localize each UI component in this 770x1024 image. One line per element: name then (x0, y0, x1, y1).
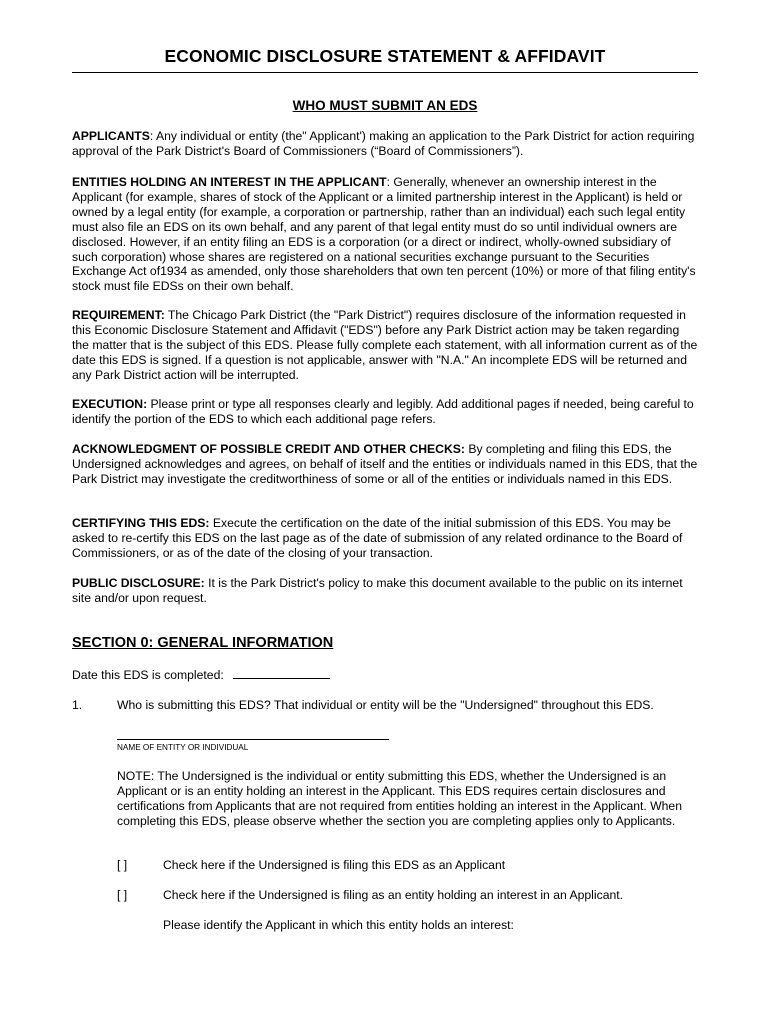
paragraph-text: Generally, whenever an ownership interest in the Applicant (for example, shares of stock of the Applicant or a limited partnership interest in the Applicant) is held or owned by a legal entity (for example, a corporation or partnership, rather than an individual) each such legal entity must also file an EDS on its own behalf, and any parent of that legal entity must do so until individual owners are disclosed. However, if an entity filing an EDS is a corporation (or a direct or indirect, wholly-owned subsidiary of such corporation) whose shares are registered on a national securities exchange pursuant to the Securities Exchange Act of1934 as amended, only those shareholders that own ten percent (10%) or more of that filing entity's stock must file EDSs on their own behalf. (72, 175, 696, 294)
paragraph-text: The Chicago Park District (the "Park District") requires disclosure of the information requested in this Economic Disclosure Statement and Affidavit ("EDS") before any Park District action may be taken regarding the matter that is the subject of this EDS. Please fully complete each statement, with all information current as of the date this EDS is signed. If a question is not applicable, answer with "N.A." An incomplete EDS will be returned and any Park District action will be interrupted. (72, 308, 698, 382)
note-paragraph: NOTE: The Undersigned is the individual or entity submitting this EDS, whether the Undersigned is an Applicant or is an entity holding an interest in the Applicant. This EDS requires certain disclosures and certifications from Applicants that are not required from entities holding an interest in the Applicant. When completing this EDS, please observe whether the section you are completing applies only to Applicants. (117, 769, 682, 828)
section-heading: WHO MUST SUBMIT AN EDS (292, 98, 478, 113)
paragraph-text: Execute the certification on the date of the initial submission of this EDS. You may be asked to re-certify this EDS on the last page as of the date of submission of any related ordinance to the Board of Commissioners, or as of the date of the closing of your transaction. (72, 516, 683, 560)
paragraph-text: Any individual or entity (the" Applicant') making an application to the Park District for action requiring approval of the Park District's Board of Commissioners (“Board of Commissioners”). (72, 129, 695, 158)
paragraph-label: APPLICANTS (72, 129, 150, 143)
paragraph-public-disclosure (72, 576, 698, 606)
checkbox-applicant[interactable]: [ ] (117, 858, 128, 872)
paragraph-text: It is the Park District's policy to make this document available to the public on its internet site and/or upon request. (72, 576, 683, 605)
checkbox-interest-holder[interactable]: [ ] (117, 888, 128, 902)
date-blank-field[interactable] (233, 668, 330, 679)
paragraph-text: By completing and filing this EDS, the Undersigned acknowledges and agrees, on behalf of itself and the entities or individuals named in this EDS, that the Park District may investigate the creditworthiness of some or all of the entities or individuals named in this EDS. (72, 442, 698, 486)
date-completed-row (72, 668, 330, 683)
paragraph-label: EXECUTION: (72, 397, 148, 411)
paragraph-text: Please print or type all responses clearly and legibly. Add additional pages if needed, being careful to identify the portion of the EDS to which each additional page refers. (72, 397, 694, 426)
identify-applicant-prompt: Please identify the Applicant in which this entity holds an interest: (163, 918, 514, 932)
date-label: Date this EDS is completed: (72, 668, 224, 682)
paragraph-label: ENTITIES HOLDING AN INTEREST IN THE APPLICANT (72, 175, 387, 189)
entity-name-caption: NAME OF ENTITY OR INDIVIDUAL (117, 743, 249, 752)
item-question: Who is submitting this EDS? That individual or entity will be the "Undersigned" throughout this EDS. (117, 698, 654, 712)
paragraph-label: REQUIREMENT: (72, 308, 165, 322)
paragraph-sep: : (386, 175, 391, 189)
paragraph-certifying (72, 516, 698, 561)
paragraph-label: CERTIFYING THIS EDS: (72, 516, 210, 530)
checkbox-interest-holder-label: Check here if the Undersigned is filing as an entity holding an interest in an Applicant. (163, 888, 624, 902)
paragraph-label: PUBLIC DISCLOSURE: (72, 576, 205, 590)
paragraph-label: ACKNOWLEDGMENT OF POSSIBLE CREDIT AND OTHER CHECKS: (72, 442, 465, 456)
checkbox-applicant-label: Check here if the Undersigned is filing this EDS as an Applicant (163, 858, 506, 872)
document-title: ECONOMIC DISCLOSURE STATEMENT & AFFIDAVIT (164, 46, 606, 66)
paragraph-sep: : (149, 129, 154, 143)
paragraph-applicants (72, 129, 698, 159)
section-0-title: SECTION 0: GENERAL INFORMATION (72, 635, 334, 651)
paragraph-acknowledgment (72, 442, 698, 487)
paragraph-requirement (72, 308, 698, 383)
title-divider (72, 72, 698, 73)
entity-name-line[interactable] (117, 739, 389, 740)
paragraph-execution (72, 397, 698, 427)
paragraph-entities (72, 175, 698, 294)
item-number: 1. (72, 698, 83, 712)
